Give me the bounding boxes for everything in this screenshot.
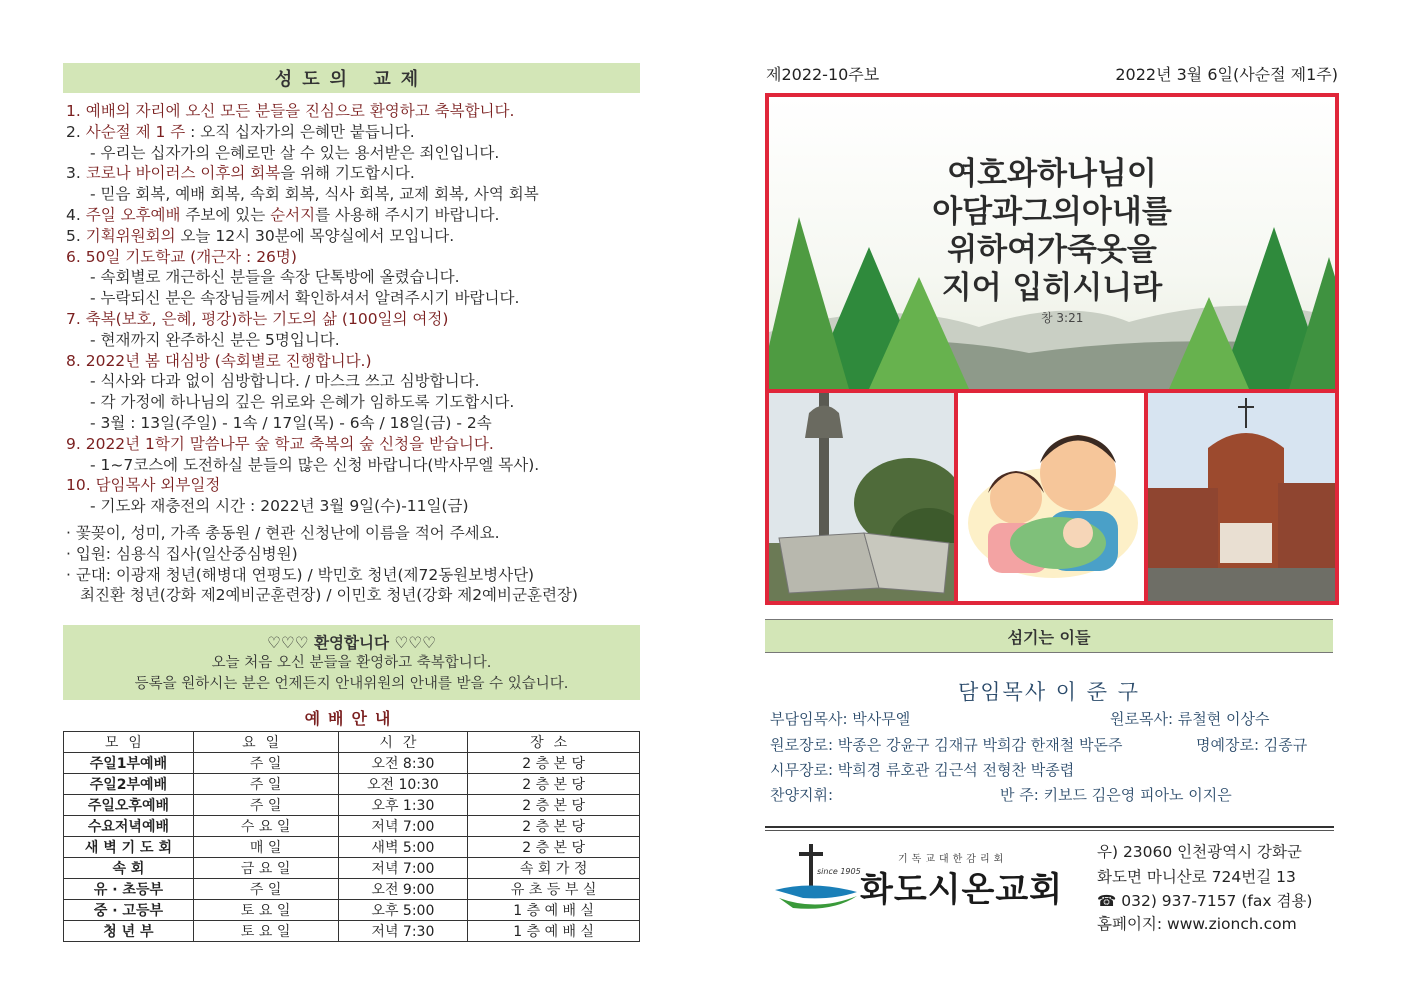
table-cell: 2 층 본 당 bbox=[468, 837, 640, 858]
family-illustration bbox=[958, 393, 1144, 601]
table-cell: 주 일 bbox=[193, 774, 338, 795]
emeritus-elders: 원로장로: 박종은 강윤구 김재규 박희감 한재철 박돈주 bbox=[770, 736, 1123, 754]
notice-item: 4. 주일 오후예배 주보에 있는 순서지를 사용해 주시기 바랍니다. bbox=[66, 205, 500, 224]
table-cell: 주 일 bbox=[193, 795, 338, 816]
notice-subitem: - 3월 : 13일(주일) - 1속 / 17일(목) - 6속 / 18일(금) - 2속 bbox=[90, 413, 492, 432]
logo-church-name: 화도시온교회 bbox=[860, 870, 1064, 910]
table-row bbox=[64, 774, 640, 795]
issue-number: 제2022-10주보 bbox=[766, 65, 880, 84]
table-cell: 유 · 초등부 bbox=[64, 879, 194, 900]
associate-pastor: 부담임목사: 박사무엘 bbox=[770, 710, 911, 728]
table-cell: 청 년 부 bbox=[64, 921, 194, 942]
table-row bbox=[64, 837, 640, 858]
accompanists: 반 주: 키보드 김은영 피아노 이지은 bbox=[1000, 786, 1232, 804]
welcome-title: ♡♡♡ 환영합니다 ♡♡♡ bbox=[266, 634, 437, 652]
service-rows bbox=[64, 753, 640, 942]
table-row bbox=[64, 753, 640, 774]
table-cell: 유 초 등 부 실 bbox=[468, 879, 640, 900]
table-cell: 토 요 일 bbox=[193, 900, 338, 921]
table-cell: 저녁 7:30 bbox=[338, 921, 468, 942]
table-cell: 금 요 일 bbox=[193, 858, 338, 879]
table-cell: 오전 10:30 bbox=[338, 774, 468, 795]
table-row bbox=[64, 921, 640, 942]
notice-item: 1. 예배의 자리에 오신 모든 분들을 진심으로 환영하고 축복합니다. bbox=[66, 102, 515, 120]
table-cell: 오전 9:00 bbox=[338, 879, 468, 900]
table-cell: 매 일 bbox=[193, 837, 338, 858]
column-header: 장소 bbox=[468, 732, 640, 753]
verse-illustration bbox=[769, 97, 1335, 389]
emeritus-pastors: 원로목사: 류철현 이상수 bbox=[1110, 710, 1270, 728]
table-cell: 오후 1:30 bbox=[338, 795, 468, 816]
bullet-item: · 입원: 심용식 집사(일산중심병원) bbox=[66, 544, 298, 563]
notice-list bbox=[66, 101, 646, 606]
senior-pastor: 담임목사 이 준 구 bbox=[957, 680, 1141, 704]
table-cell: 2 층 본 당 bbox=[468, 816, 640, 837]
table-cell: 수요저녁예배 bbox=[64, 816, 194, 837]
table-cell: 속 회 가 정 bbox=[468, 858, 640, 879]
bullet-item: · 군대: 이광재 청년(해병대 연평도) / 박민호 청년(제72동원보병사단) bbox=[66, 565, 535, 584]
table-cell: 주일1부예배 bbox=[64, 753, 194, 774]
table-cell: 수 요 일 bbox=[193, 816, 338, 837]
table-row bbox=[64, 795, 640, 816]
table-cell: 2 층 본 당 bbox=[468, 774, 640, 795]
notice-subitem: - 속회별로 개근하신 분들을 속장 단톡방에 올렸습니다. bbox=[90, 268, 460, 287]
notice-item: 3. 코로나 바이러스 이후의 회복을 위해 기도합시다. bbox=[66, 164, 415, 183]
table-cell: 새 벽 기 도 회 bbox=[64, 837, 194, 858]
notice-subitem: - 식사와 다과 없이 심방합니다. / 마스크 쓰고 심방합니다. bbox=[90, 372, 480, 391]
cross-logo-icon bbox=[773, 840, 863, 915]
table-cell: 2 층 본 당 bbox=[468, 753, 640, 774]
table-cell: 오전 8:30 bbox=[338, 753, 468, 774]
verse-text: 여호와하나님이 아담과그의아내를 위하여가죽옷을 지어 입히시니라 bbox=[932, 156, 1172, 306]
ministers-header: 섬기는 이들 bbox=[765, 619, 1333, 653]
table-cell: 토 요 일 bbox=[193, 921, 338, 942]
address-line: 화도면 마니산로 724번길 13 bbox=[1097, 868, 1296, 886]
honorary-elder: 명예장로: 김종규 bbox=[1196, 736, 1308, 754]
section-header-fellowship: 성도의 교제 bbox=[63, 63, 640, 93]
welcome-line: 등록을 원하시는 분은 언제든지 안내위원의 안내를 받을 수 있습니다. bbox=[134, 676, 569, 692]
divider bbox=[765, 826, 1334, 828]
choir-director: 찬양지휘: bbox=[770, 786, 834, 804]
svg-text:since 1905: since 1905 bbox=[817, 867, 861, 876]
table-row bbox=[64, 816, 640, 837]
table-cell: 속 회 bbox=[64, 858, 194, 879]
notice-item: 10. 담임목사 외부일정 bbox=[66, 476, 221, 495]
table-cell: 주 일 bbox=[193, 753, 338, 774]
logo-denomination: 기독교대한감리회 bbox=[898, 854, 1008, 865]
table-cell: 2 층 본 당 bbox=[468, 795, 640, 816]
bell-memorial-photo bbox=[769, 393, 954, 601]
table-cell: 저녁 7:00 bbox=[338, 816, 468, 837]
active-elders: 시무장로: 박희경 류호관 김근석 전형찬 박종렵 bbox=[770, 761, 1075, 779]
bullet-item: 최진환 청년(강화 제2예비군훈련장) / 이민호 청년(강화 제2예비군훈련장) bbox=[80, 586, 578, 605]
table-cell: 주 일 bbox=[193, 879, 338, 900]
welcome-line: 오늘 처음 오신 분들을 환영하고 축복합니다. bbox=[211, 655, 492, 671]
table-header-row bbox=[64, 732, 640, 753]
verse-reference: 창 3:21 bbox=[1041, 311, 1084, 325]
column-header: 요일 bbox=[193, 732, 338, 753]
notice-subitem: - 믿음 회복, 예배 회복, 속회 회복, 식사 회복, 교제 회복, 사역 회복 bbox=[90, 185, 539, 204]
table-cell: 오후 5:00 bbox=[338, 900, 468, 921]
column-header: 모임 bbox=[64, 732, 194, 753]
notice-subitem: - 1~7코스에 도전하실 분들의 많은 신청 바랍니다(박사무엘 목사). bbox=[90, 455, 540, 474]
divider bbox=[765, 830, 1334, 831]
table-row bbox=[64, 900, 640, 921]
service-schedule-table bbox=[63, 731, 640, 942]
notice-item: 6. 50일 기도학교 (개근자 : 26명) bbox=[66, 247, 297, 266]
notice-subitem: - 현재까지 완주하신 분은 5명입니다. bbox=[90, 330, 340, 349]
bulletin-date: 2022년 3월 6일(사순절 제1주) bbox=[1115, 65, 1338, 84]
table-cell: 주일오후예배 bbox=[64, 795, 194, 816]
welcome-box bbox=[63, 625, 640, 700]
service-schedule-title: 예배안내 bbox=[304, 709, 399, 728]
cover-artwork bbox=[765, 93, 1339, 605]
notice-item: 5. 기획위원회의 오늘 12시 30분에 목양실에서 모입니다. bbox=[66, 226, 455, 245]
notice-subitem: - 누락되신 분은 속장님들께서 확인하셔서 알려주시기 바랍니다. bbox=[90, 289, 520, 308]
table-row bbox=[64, 879, 640, 900]
family-icon bbox=[958, 393, 1144, 601]
table-cell: 저녁 7:00 bbox=[338, 858, 468, 879]
table-cell: 주일2부예배 bbox=[64, 774, 194, 795]
church-building-photo bbox=[1148, 393, 1335, 601]
notice-item: 2. 사순절 제 1 주 : 오직 십자가의 은혜만 붙듭니다. bbox=[66, 122, 415, 141]
table-cell: 새벽 5:00 bbox=[338, 837, 468, 858]
table-cell: 중 · 고등부 bbox=[64, 900, 194, 921]
column-header: 시간 bbox=[338, 732, 468, 753]
address-line: 우) 23060 인천광역시 강화군 bbox=[1097, 843, 1302, 861]
phone-number: ☎ 032) 937-7157 (fax 겸용) bbox=[1097, 892, 1313, 910]
table-row bbox=[64, 858, 640, 879]
notice-subitem: - 기도와 재충전의 시간 : 2022년 3월 9일(수)-11일(금) bbox=[90, 497, 469, 516]
table-cell: 1 층 예 배 실 bbox=[468, 921, 640, 942]
church-icon bbox=[1148, 393, 1335, 601]
homepage-link[interactable]: 홈페이지: www.zionch.com bbox=[1097, 915, 1297, 933]
notice-item: 7. 축복(보호, 은혜, 평강)하는 기도의 삶 (100일의 여정) bbox=[66, 309, 449, 328]
table-cell: 1 층 예 배 실 bbox=[468, 900, 640, 921]
notice-item: 8. 2022년 봄 대심방 (속회별로 진행합니다.) bbox=[66, 351, 372, 370]
bullet-item: · 꽃꽂이, 성미, 가족 총동원 / 현관 신청난에 이름을 적어 주세요. bbox=[66, 523, 500, 542]
notice-subitem: - 각 가정에 하나님의 깊은 위로와 은혜가 임하도록 기도합시다. bbox=[90, 393, 515, 412]
notice-item: 9. 2022년 1학기 말씀나무 숲 학교 축복의 숲 신청을 받습니다. bbox=[66, 434, 494, 453]
bell-tower-icon bbox=[769, 393, 954, 601]
notice-subitem: - 우리는 십자가의 은혜로만 살 수 있는 용서받은 죄인입니다. bbox=[90, 143, 500, 162]
